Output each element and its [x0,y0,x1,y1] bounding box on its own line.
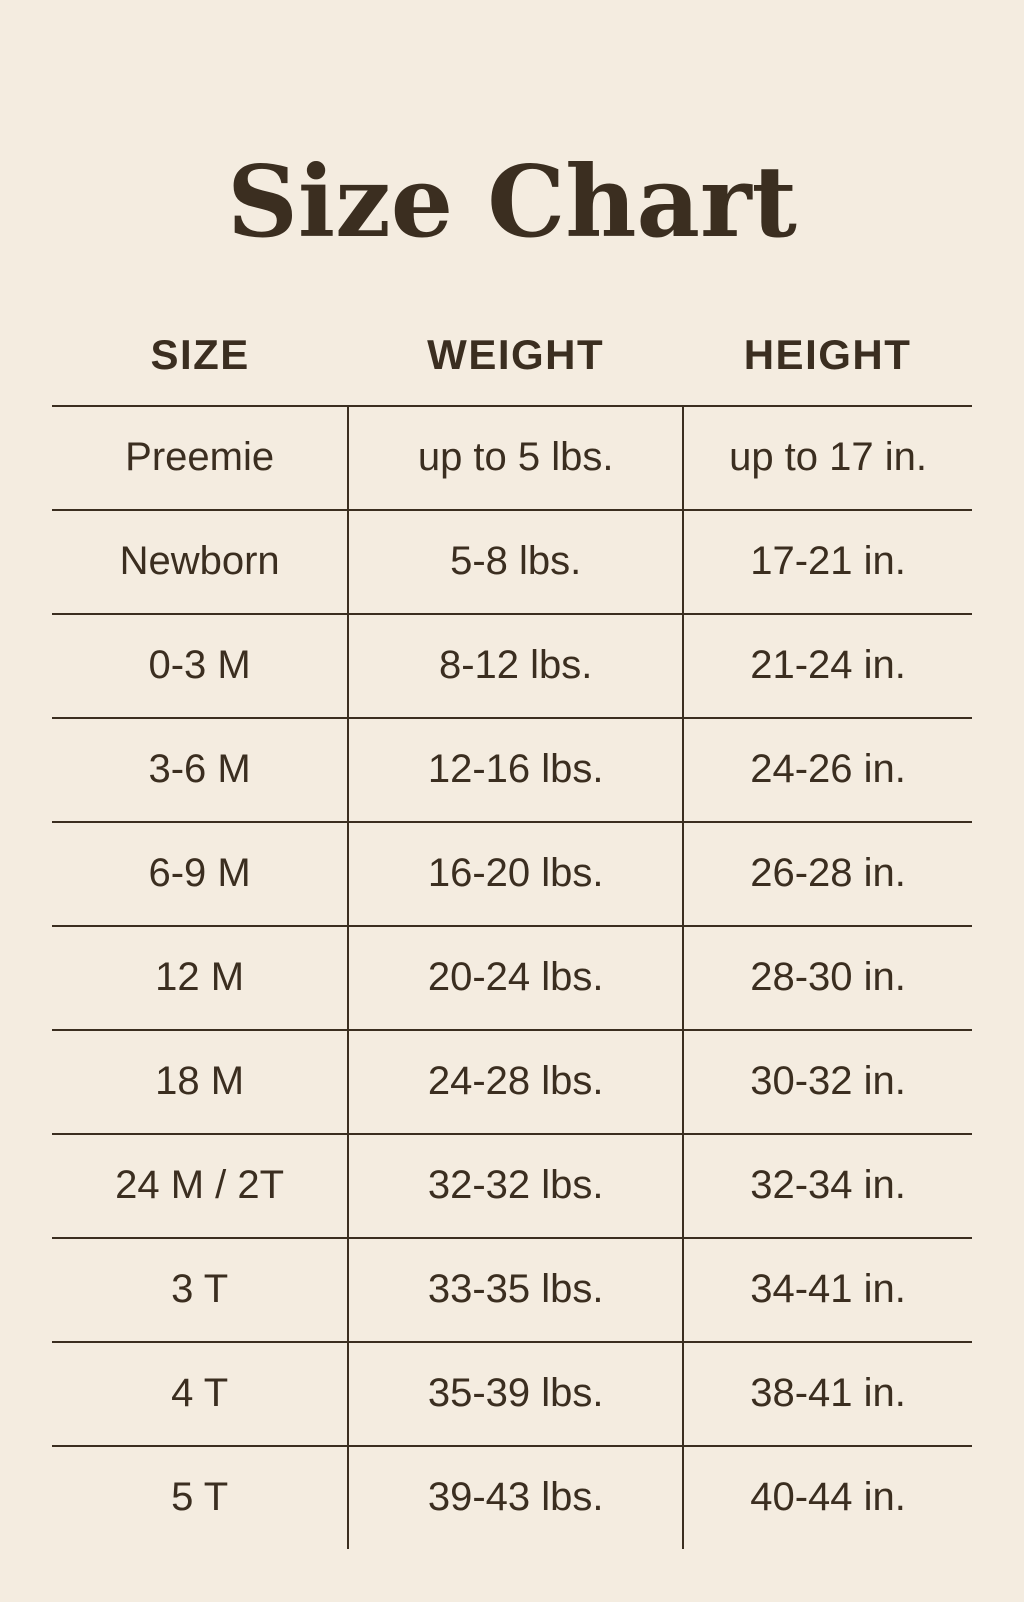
cell-size: Preemie [52,406,348,510]
page-title: Size Chart [227,144,797,260]
cell-weight: 35-39 lbs. [348,1342,683,1446]
cell-height: 21-24 in. [683,614,972,718]
cell-size: 18 M [52,1030,348,1134]
table-row [52,510,972,614]
cell-weight: 39-43 lbs. [348,1446,683,1549]
cell-size: 3-6 M [52,718,348,822]
cell-height: 30-32 in. [683,1030,972,1134]
cell-size: Newborn [52,510,348,614]
cell-height: 17-21 in. [683,510,972,614]
cell-height: up to 17 in. [683,406,972,510]
cell-weight: 5-8 lbs. [348,510,683,614]
table-row [52,1342,972,1446]
cell-weight: up to 5 lbs. [348,406,683,510]
table-row [52,1134,972,1238]
cell-weight: 24-28 lbs. [348,1030,683,1134]
cell-weight: 16-20 lbs. [348,822,683,926]
cell-weight: 33-35 lbs. [348,1238,683,1342]
table-row [52,926,972,1030]
cell-weight: 12-16 lbs. [348,718,683,822]
cell-height: 38-41 in. [683,1342,972,1446]
cell-size: 4 T [52,1342,348,1446]
column-header-weight: WEIGHT [427,330,605,378]
table-row [52,718,972,822]
cell-height: 40-44 in. [683,1446,972,1549]
column-header-size: SIZE [150,330,250,378]
cell-height: 32-34 in. [683,1134,972,1238]
table-header [52,330,972,406]
cell-weight: 32-32 lbs. [348,1134,683,1238]
cell-size: 3 T [52,1238,348,1342]
cell-height: 24-26 in. [683,718,972,822]
cell-size: 0-3 M [52,614,348,718]
cell-size: 12 M [52,926,348,1030]
column-header-height: HEIGHT [743,330,912,378]
cell-weight: 8-12 lbs. [348,614,683,718]
table-header-row [52,330,972,406]
size-chart-page [0,66,1024,1602]
table-row [52,1238,972,1342]
cell-weight: 20-24 lbs. [348,926,683,1030]
cell-size: 5 T [52,1446,348,1549]
cell-size: 24 M / 2T [52,1134,348,1238]
table-row [52,406,972,510]
cell-height: 34-41 in. [683,1238,972,1342]
cell-height: 26-28 in. [683,822,972,926]
table-row [52,1030,972,1134]
size-chart-table [52,330,972,1549]
cell-size: 6-9 M [52,822,348,926]
table-row [52,1446,972,1549]
table-body [52,406,972,1549]
cell-height: 28-30 in. [683,926,972,1030]
table-row [52,822,972,926]
table-row [52,614,972,718]
